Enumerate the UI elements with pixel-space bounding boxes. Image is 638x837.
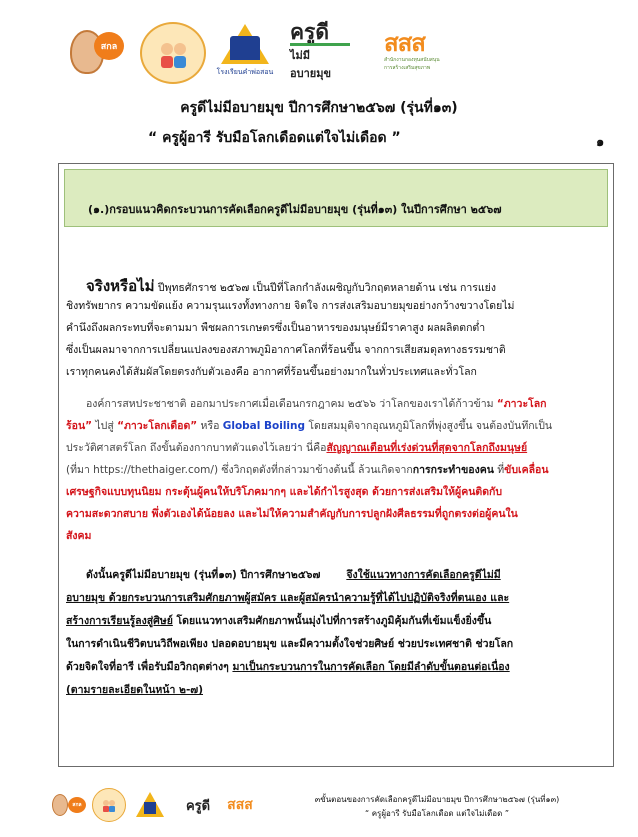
page-subtitle: “ ครูผู้อารี รับมือโลกเดือดแต่ใจไม่เดือด ” <box>148 130 401 146</box>
sss-subtitle: สำนักงานกองทุนสนับสนุนการสร้างเสริมสุขภาพ <box>384 57 440 71</box>
para2-line7: สังคม <box>66 530 92 542</box>
para1-line5: เราทุกคนคงได้สัมผัสโดยตรงกับตัวเองคือ อากาศที่ร้อนขึ้นอย่างมากในทั่วประเทศและทั่วโลก <box>66 366 477 378</box>
footer-line2: “ ครูผู้อารี รับมือโลกเดือด แต่ใจไม่เดือด ” <box>365 809 509 818</box>
para2-line2: ร้อน” ไปสู่ “ภาวะโลกเดือด” หรือ Global Boiling โดยสมมุติจากอุณหภูมิโลกที่พุ่งสูงขึ้น จนต้องบันทึกเป็น <box>66 420 553 432</box>
sakon-logo <box>70 24 126 76</box>
school-name-caption: โรงเรียนคำพ่อสอน <box>216 68 274 76</box>
page-title: ครูดีไม่มีอบายมุข ปีการศึกษา๒๕๖๗ (รุ่นที่๑๓) <box>180 100 458 116</box>
para1-line4: ซึ่งเป็นผลมาจากการเปลี่ยนแปลงของสภาพภูมิอากาศโลกที่ร้อนขึ้น จากการเสียสมดุลทางธรรมชาติ <box>66 344 506 356</box>
school-circle-logo <box>140 22 206 84</box>
para1-line1: จริงหรือไม่ ปีพุทธศักราช ๒๕๖๗ เป็นปีที่โลกกำลังเผชิญกับวิกฤตหลายด้าน เช่น การแย่ง <box>86 277 496 295</box>
sss-title: สสส <box>384 29 425 57</box>
para1-line2: ชิงทรัพยากร ความขัดแย้ง ความรุนแรงทั้งทางกาย จิตใจ การส่งเสริมอบายมุขอย่างกว้างขวางโดยไม่ <box>66 300 515 312</box>
para3-line2: อบายมุข ด้วยกระบวนการเสริมศักยภาพผู้สมัคร และผู้สมัครนำความรู้ที่ได้ไปปฏิบัติจริงที่ตนเอง และ <box>66 592 510 604</box>
footer-sakon-logo: สกล <box>52 790 86 820</box>
kru-dee-logo <box>290 19 366 80</box>
para3-line3: สร้างการเรียนรู้ลงสู่ศิษย์ โดยแนวทางเสริมศักยภาพนั้นมุ่งไปที่การสร้างภูมิคุ้มกันที่เข้มแข็งยิ่งขึ้น <box>66 615 492 627</box>
para3-line4: ในการดำเนินชีวิตบนวิถีพอเพียง ปลอดอบายมุข และมีความตั้งใจช่วยศิษย์ ช่วยประเทศชาติ ช่วยโลก <box>66 638 514 650</box>
khampor-school-logo <box>212 20 278 82</box>
footer-triangle-emblem-icon <box>135 791 165 819</box>
para2-line4: (ที่มา https://thethaiger.com/) ซึ่งวิกฤตดังที่กล่าวมาข้างต้นนี้ ล้วนเกิดจากการกระทำของคน ที่ขับเคลื่อน <box>66 464 549 476</box>
header-logos <box>0 18 638 84</box>
children-icon <box>153 33 193 73</box>
footer-children-icon <box>99 795 119 815</box>
para3-line1: ดังนั้นครูดีไม่มีอบายมุข (รุ่นที่๑๓) ปีการศึกษา๒๕๖๗ จึงใช้แนวทางการคัดเลือกครูดีไม่มี <box>86 569 501 581</box>
footer-logos <box>0 786 260 826</box>
footer-line1: ๓ขั้นตอนของการคัดเลือกครูดีไม่มีอบายมุข ปีการศึกษา๒๕๖๗ (รุ่นที่๑๓) <box>314 795 560 804</box>
para2-line5: เศรษฐกิจแบบทุนนิยม กระตุ้นผู้คนให้บริโภคมากๆ และได้กำไรสูงสุด ด้วยการส่งเสริมให้ผู้คนติดกับ <box>66 486 503 498</box>
footer-sss-logo: สสส <box>227 797 253 813</box>
para2-line1: องค์การสหประชาชาติ ออกมาประกาศเมื่อเดือนกรกฎาคม ๒๕๖๖ ว่าโลกของเราได้ก้าวข้าม “ภาวะโลก <box>86 398 547 410</box>
kru-dee-title: ครูดี <box>290 19 329 44</box>
para3-line6: (ตามรายละเอียดในหน้า ๒-๗) <box>66 684 203 696</box>
para2-line3: ประวัติศาสตร์โลก ถึงขั้นต้องกากบาทตัวแดงไว้เลยว่า นี่คือสัญญาณเตือนที่เร่งด่วนที่สุดจากโลกถึงมนุษย์ <box>66 442 528 454</box>
para1-line3: คำนึงถึงผลกระทบที่จะตามมา พืชผลการเกษตรซึ่งเป็นอาหารของมนุษย์มีราคาสูง ผลผลิตตกต่ำ <box>66 322 486 334</box>
footer-kru-dee-logo: ครูดี <box>185 798 211 814</box>
para2-line6: ความสะดวกสบาย พึ่งตัวเองได้น้อยลง และไม่ให้ความสำคัญกับการปลูกฝังศีลธรรมที่ถูกตรงต่อผู้คนใน <box>66 508 518 520</box>
para3-line5: ด้วยจิตใจที่อารี เพื่อรับมือวิกฤตต่างๆ มาเป็นกระบวนการในการคัดเลือก โดยมีลำดับขั้นตอนต่อเนื่อง <box>66 661 510 673</box>
section-heading-band <box>64 169 608 227</box>
triangle-emblem-icon <box>221 24 269 64</box>
sss-logo <box>384 24 446 78</box>
kru-dee-sub: ไม่มีอบายมุข <box>290 43 350 82</box>
section-heading: (๑.)กรอบแนวคิดกระบวนการคัดเลือกครูดีไม่มีอบายมุข (รุ่นที่๑๓) ในปีการศึกษา ๒๕๖๗ <box>88 203 502 216</box>
sakon-badge: สกล <box>94 32 124 60</box>
footer-school-circle-logo <box>92 788 126 822</box>
footer-khampor-logo <box>132 788 168 822</box>
page-number: ๑ <box>596 135 605 150</box>
